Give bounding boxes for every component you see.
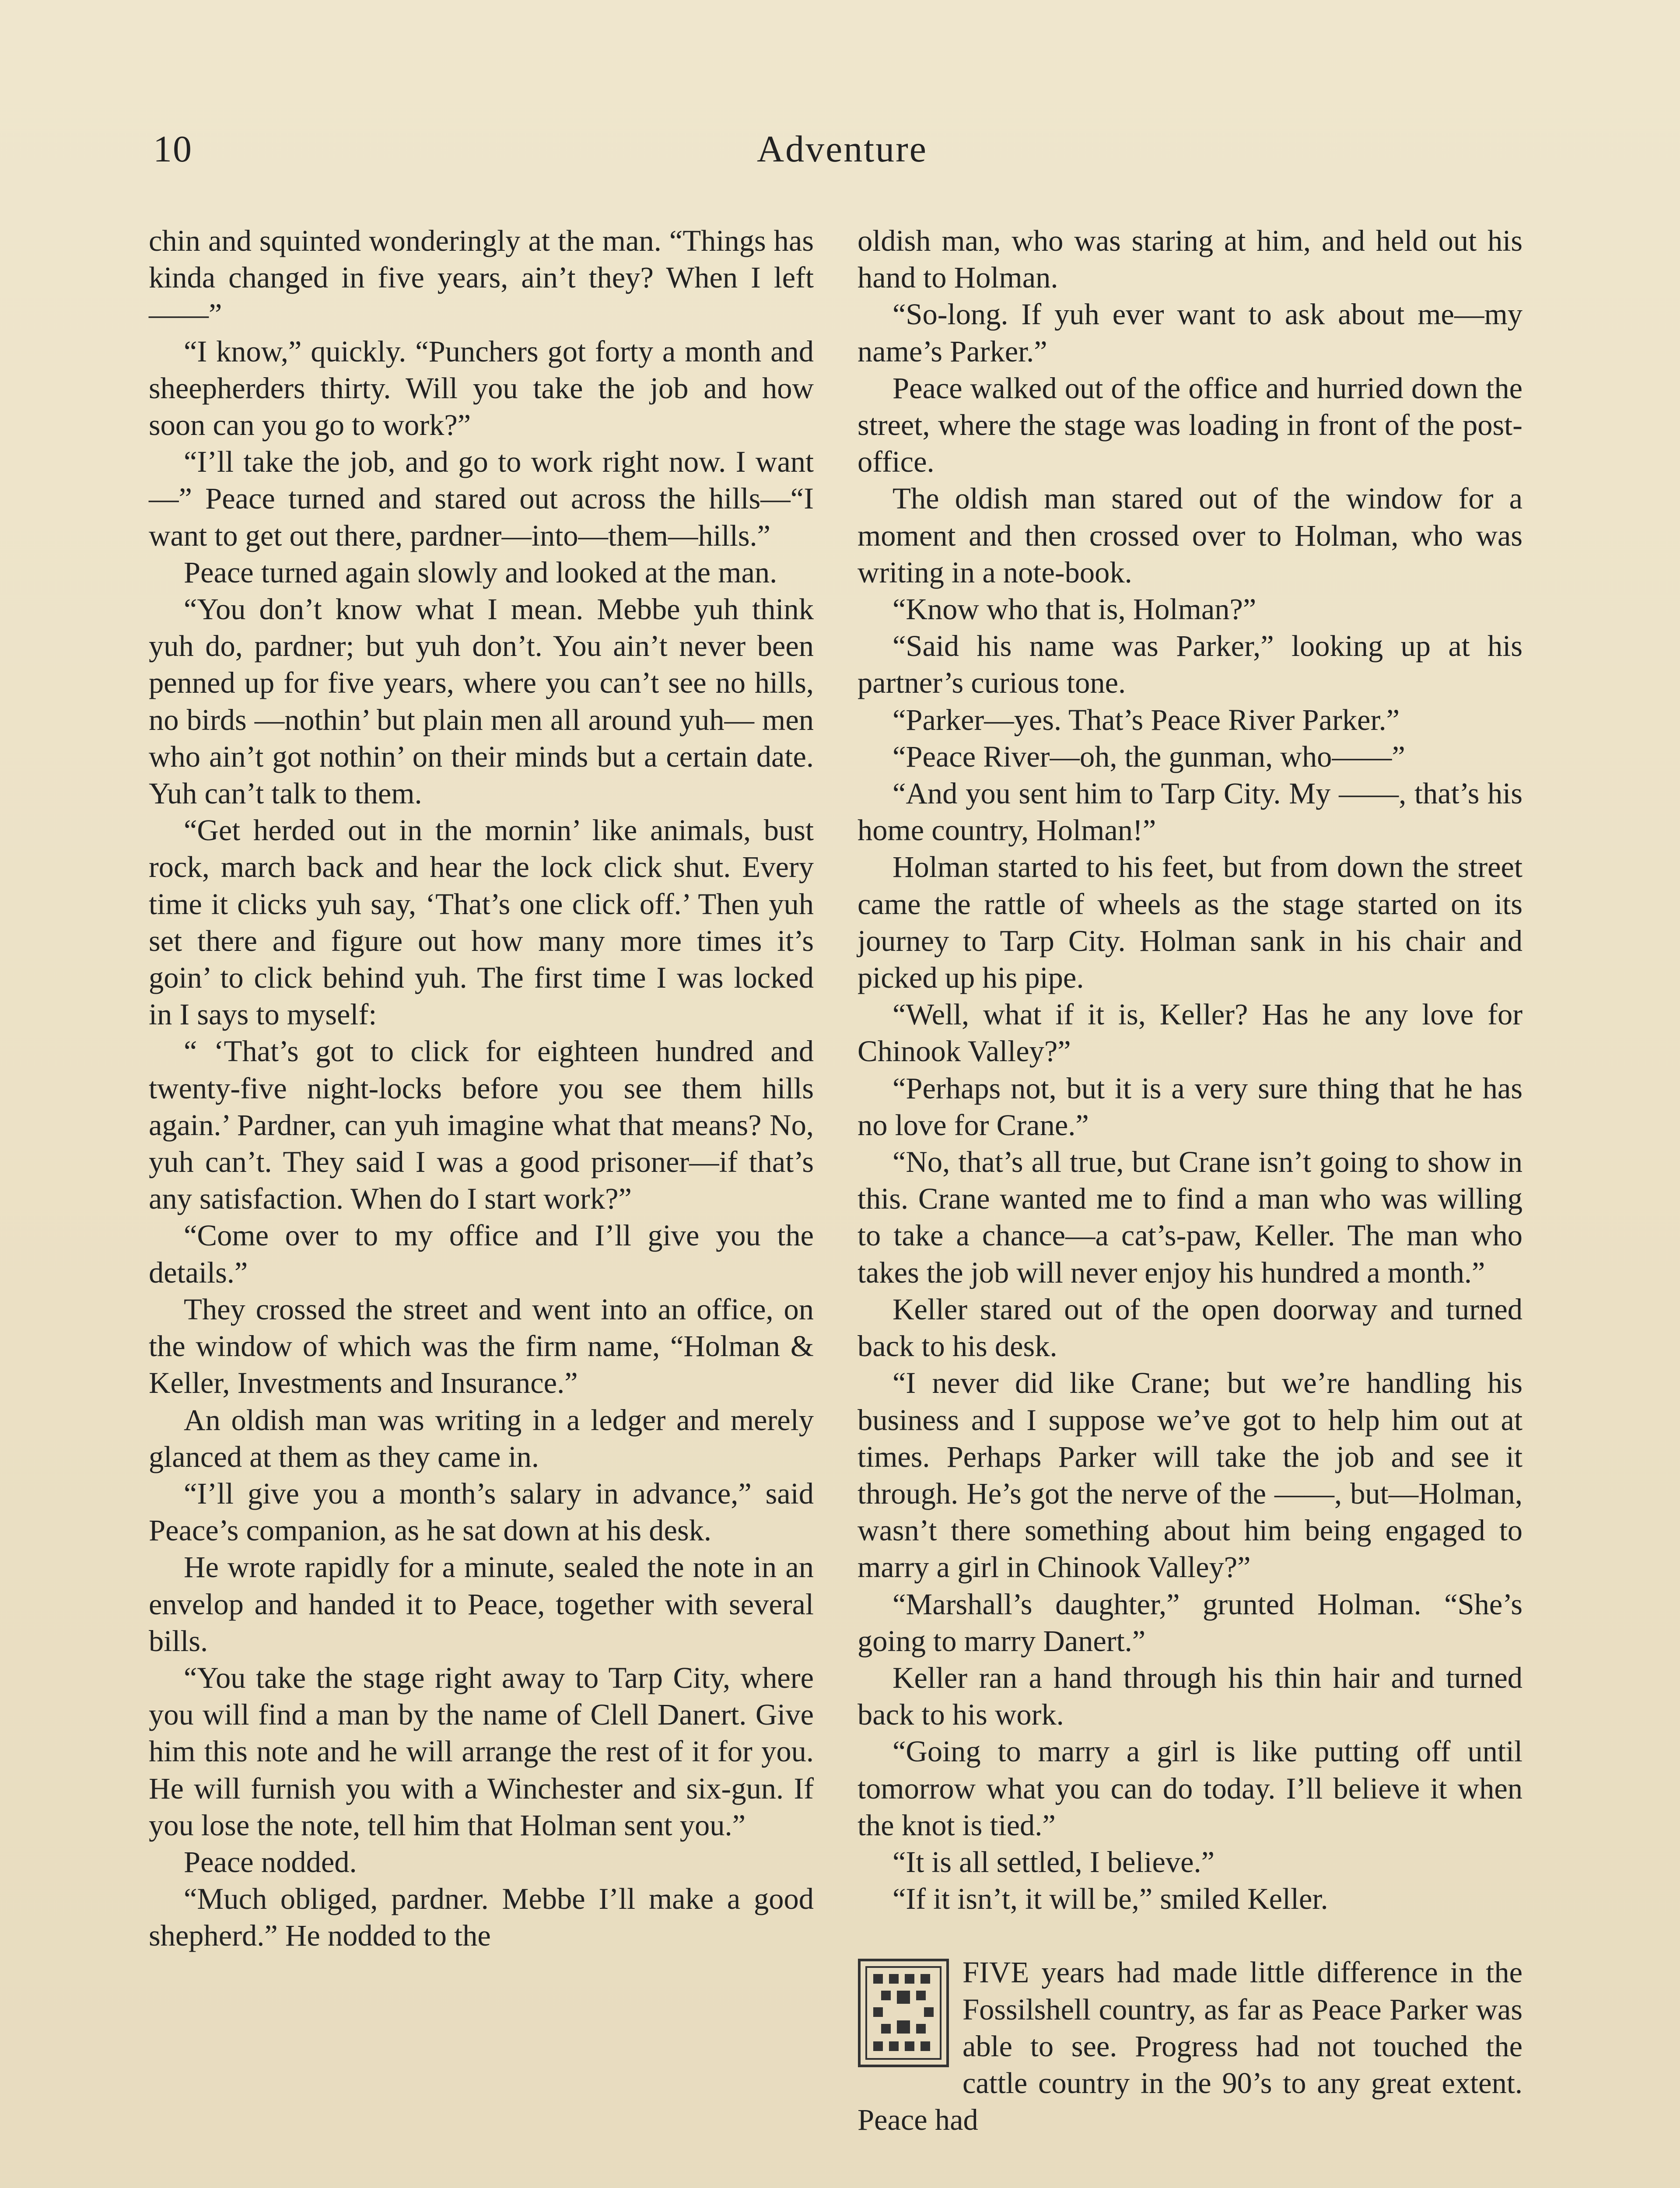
magazine-title: Adventure [757,128,928,170]
page-number: 10 [153,128,192,170]
paragraph: Keller stared out of the open doorway and turned back to his desk. [858,1292,1522,1363]
paragraph: “If it isn’t, it will be,” smiled Keller. [892,1882,1328,1916]
left-column [149,222,814,1954]
paragraph: Peace turned again slowly and looked at the man. [184,555,777,589]
section-opening-paragraph: FIVE years had made little difference in the Fossilshell country, as far as Peace Parker was able to see. Progress had not touched the cattle country in the 90’s to any great extent. Peace had [858,1956,1522,2137]
paragraph: “You take the stage right away to Tarp City, where you will find a man by the name of Clell Danert. Give him this note and he will arrange the rest of it for you. He will furnish you with a Winchester and six-gun. If you lose the note, tell him that Holman sent you.” [149,1661,814,1842]
page-header [153,127,1531,179]
paragraph: “ ‘That’s got to click for eighteen hundred and twenty-five night-locks before you see them hills again.’ Pardner, can yuh imagine what that means? No, yuh can’t. They said I was a good prisoner—if that’s any satisfaction. When do I start work?” [149,1034,814,1216]
paragraph: The oldish man stared out of the window for a moment and then crossed over to Holman, who was writing in a note-book. [858,482,1522,589]
paragraph: Peace walked out of the office and hurried down the street, where the stage was loading in front of the post-office. [858,371,1522,479]
paragraph: “I know,” quickly. “Punchers got forty a month and sheepherders thirty. Will you take the job and how soon can you go to work?” [149,334,814,442]
ornament-icon [858,1958,949,2068]
paragraph: “Parker—yes. That’s Peace River Parker.” [892,703,1400,736]
paragraph: “Said his name was Parker,” looking up at his partner’s curious tone. [858,629,1522,700]
paragraph: “Perhaps not, but it is a very sure thing that he has no love for Crane.” [858,1071,1522,1142]
paragraph: “I’ll give you a month’s salary in advance,” said Peace’s companion, as he sat down at his desk. [149,1476,814,1547]
section-break [858,1954,1522,2138]
paragraph: “Going to marry a girl is like putting off until tomorrow what you can do today. I’ll believe it when the knot is tied.” [858,1735,1522,1842]
paragraph: “It is all settled, I believe.” [892,1845,1215,1879]
paragraph: Peace nodded. [184,1845,357,1879]
paragraph: “No, that’s all true, but Crane isn’t going to show in this. Crane wanted me to find a man who was willing to take a chance—a cat’s-paw, Keller. The man who takes the job will never enjoy his hundred a month.” [858,1145,1522,1289]
paragraph: “So-long. If yuh ever want to ask about me—my name’s Parker.” [858,298,1522,368]
right-column-paragraphs [858,222,1522,1917]
paragraph: Holman started to his feet, but from down the street came the rattle of wheels as the stage started on its journey to Tarp City. Holman sank in his chair and picked up his pipe. [858,850,1522,995]
paragraph: “You don’t know what I mean. Mebbe yuh think yuh do, pardner; but yuh don’t. You ain’t never been penned up for five years, where you can’t see no hills, no birds —nothin’ but plain men all around yuh— men who ain’t got nothin’ on their minds but a certain date. Yuh can’t talk to them. [149,593,814,810]
paragraph: “Well, what if it is, Keller? Has he any love for Chinook Valley?” [858,998,1522,1068]
paragraph: oldish man, who was staring at him, and held out his hand to Holman. [858,224,1522,295]
paragraph: “Peace River—oh, the gunman, who——” [892,740,1405,773]
right-column [858,222,1522,2138]
paragraph: An oldish man was writing in a ledger and merely glanced at them as they came in. [149,1403,814,1473]
paragraph: He wrote rapidly for a minute, sealed the note in an envelop and handed it to Peace, together with several bills. [149,1550,814,1658]
paragraph: “I’ll take the job, and go to work right now. I want—” Peace turned and stared out across the hills—“I want to get out there, pardner—into—them—hills.” [149,445,814,552]
paragraph: “Much obliged, pardner. Mebbe I’ll make a good shepherd.” He nodded to the [149,1882,814,1953]
paragraph: “I never did like Crane; but we’re handling his business and I suppose we’ve got to help him out at times. Perhaps Parker will take the job and see it through. He’s got the nerve of the ——, but—Holman, wasn’t there something about him being engaged to marry a girl in Chinook Valley?” [858,1366,1522,1584]
paragraph: “And you sent him to Tarp City. My ——, that’s his home country, Holman!” [858,777,1522,847]
paragraph: “Come over to my office and I’ll give you the details.” [149,1219,814,1289]
paragraph: Keller ran a hand through his thin hair and turned back to his work. [858,1661,1522,1732]
paragraph: “Know who that is, Holman?” [892,593,1256,626]
paragraph: “Marshall’s daughter,” grunted Holman. “She’s going to marry Danert.” [858,1587,1522,1658]
paragraph: They crossed the street and went into an office, on the window of which was the firm name, “Holman & Keller, Investments and Insurance.” [149,1292,814,1400]
paragraph: chin and squinted wonderingly at the man. “Things has kinda changed in five years, ain’t they? When I left——” [149,224,814,331]
paragraph: “Get herded out in the mornin’ like animals, bust rock, march back and hear the lock click shut. Every time it clicks yuh say, ‘That’s one click off.’ Then yuh set there and figure out how many more times it’s goin’ to click behind yuh. The first time I was locked in I says to myself: [149,813,814,1031]
